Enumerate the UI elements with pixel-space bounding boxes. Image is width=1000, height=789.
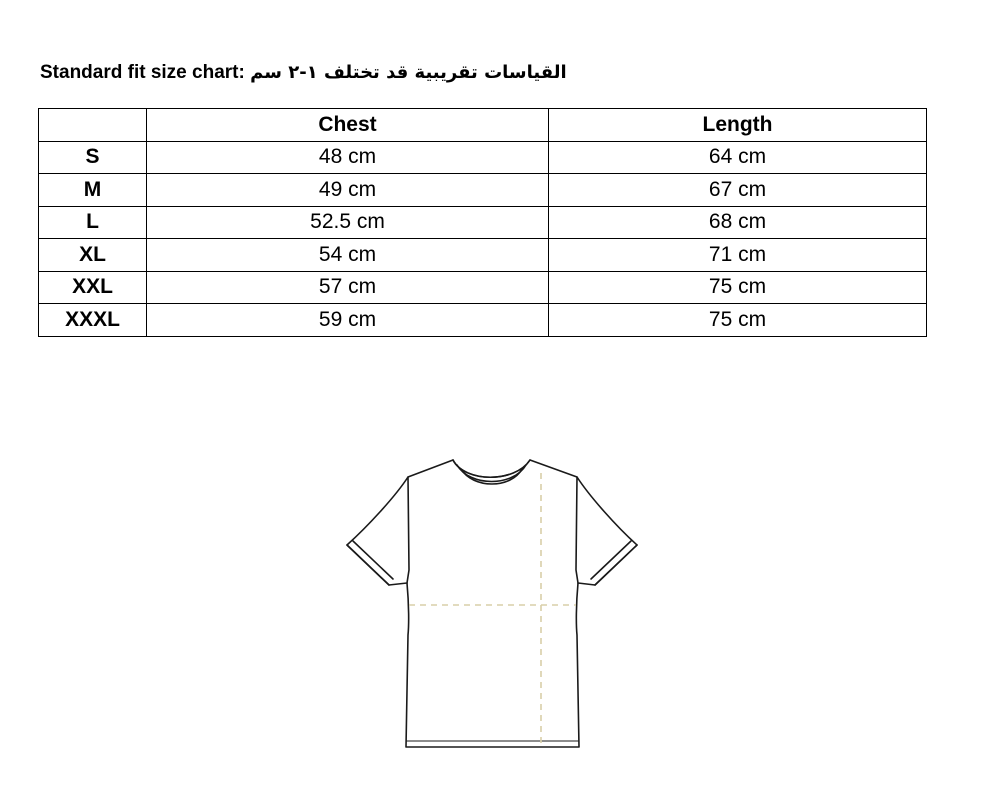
- cell-length: 67 cm: [549, 174, 927, 207]
- cell-size: XXL: [39, 271, 147, 304]
- table-row: [39, 304, 927, 337]
- cell-length: 71 cm: [549, 239, 927, 272]
- size-chart-table: [38, 108, 927, 337]
- cell-size: M: [39, 174, 147, 207]
- cell-chest: 48 cm: [147, 141, 549, 174]
- cell-chest: 59 cm: [147, 304, 549, 337]
- table-row: [39, 174, 927, 207]
- header-length: Length: [549, 109, 927, 142]
- cell-size: XXXL: [39, 304, 147, 337]
- header-chest: Chest: [147, 109, 549, 142]
- table-row: [39, 206, 927, 239]
- cell-length: 68 cm: [549, 206, 927, 239]
- cell-length: 75 cm: [549, 271, 927, 304]
- cell-size: S: [39, 141, 147, 174]
- cell-chest: 57 cm: [147, 271, 549, 304]
- table-header-row: [39, 109, 927, 142]
- cell-length: 64 cm: [549, 141, 927, 174]
- cell-size: XL: [39, 239, 147, 272]
- cell-chest: 52.5 cm: [147, 206, 549, 239]
- page-title: [40, 60, 940, 86]
- cell-chest: 54 cm: [147, 239, 549, 272]
- header-size: [39, 109, 147, 142]
- arabic-note: القياسات تقريبية قد تختلف ١-٢ سم: [250, 62, 567, 83]
- table-row: [39, 239, 927, 272]
- tshirt-icon: [345, 455, 640, 755]
- table-row: [39, 271, 927, 304]
- title-label: Standard fit size chart:: [40, 62, 245, 83]
- table-row: [39, 141, 927, 174]
- cell-size: L: [39, 206, 147, 239]
- cell-length: 75 cm: [549, 304, 927, 337]
- cell-chest: 49 cm: [147, 174, 549, 207]
